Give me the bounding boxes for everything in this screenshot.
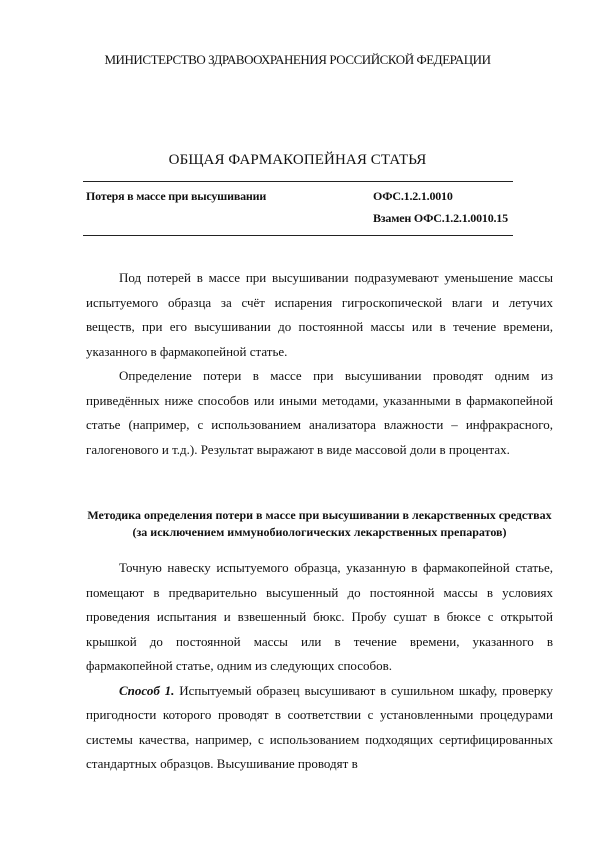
article-code: ОФС.1.2.1.0010: [373, 189, 453, 203]
document-type-title: ОБЩАЯ ФАРМАКОПЕЙНАЯ СТАТЬЯ: [168, 152, 427, 168]
intro-section: [86, 266, 553, 462]
section-heading: Методика определения потери в массе при высушивании в лекарственных средствах (за исключением иммунобиологических лекарственных препаратов): [87, 508, 552, 539]
ministry-header: МИНИСТЕРСТВО ЗДРАВООХРАНЕНИЯ РОССИЙСКОЙ ФЕДЕРАЦИИ: [104, 52, 491, 67]
method-1-text: Испытуемый образец высушивают в сушильном шкафу, проверку пригодности которого проводят в соответствии с установленными процедурами системы качества, например, с использованием подходящих сертифицированных стандартных образцов. Высушивание проводят в: [86, 682, 553, 771]
paragraph-method-1: [86, 679, 553, 777]
method-section: [86, 556, 553, 777]
paragraph-procedure: Точную навеску испытуемого образца, указанную в фармакопейной статье, помещают в предварительно высушенный до постоянной массы в условиях проведения испытания и взвешенный бюкс. Пробу сушат в бюксе с открытой крышкой до постоянной массы или в течение времени, указанного в фармакопейной статье, одним из следующих способов.: [86, 560, 553, 673]
article-title: Потеря в массе при высушивании: [86, 189, 267, 203]
header-top-rule: [83, 181, 513, 182]
paragraph-definition: Под потерей в массе при высушивании подразумевают уменьшение массы испытуемого образца за счёт испарения гигроскопической влаги и летучих веществ, при его высушивании до постоянной массы или в течение времени, указанного в фармакопейной статье.: [86, 270, 553, 359]
replaces-code: Взамен ОФС.1.2.1.0010.15: [373, 211, 508, 225]
method-1-label: Способ 1.: [119, 682, 175, 698]
paragraph-methods: Определение потери в массе при высушивании проводят одним из приведённых ниже способов или иными методами, указанными в фармакопейной статье (например, с использованием анализатора влажности – инфракрасного, галогенового и т.д.). Результат выражают в виде массовой доли в процентах.: [86, 368, 553, 457]
header-bottom-rule: [83, 235, 513, 236]
